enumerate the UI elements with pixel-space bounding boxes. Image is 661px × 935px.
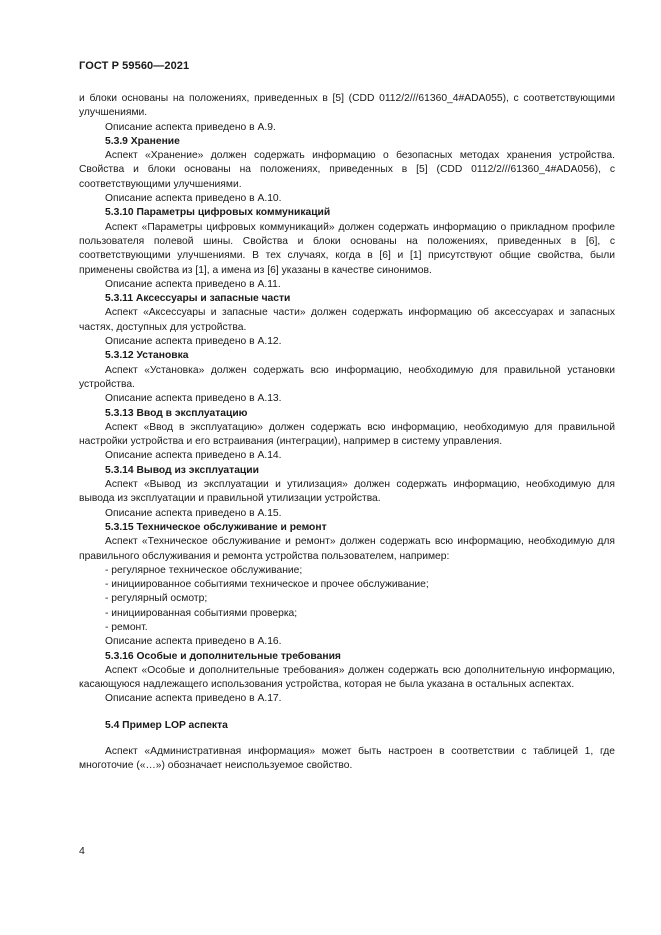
section-heading-5-3-16: 5.3.16 Особые и дополнительные требования bbox=[105, 650, 341, 662]
section-heading-5-3-13: 5.3.13 Ввод в эксплуатацию bbox=[105, 407, 248, 419]
paragraph: Аспект «Административная информация» может быть настроен в соответствии с таблицей 1, где многоточие («…») обозначает неиспользуемое свойство. bbox=[79, 746, 615, 772]
document-header: ГОСТ Р 59560—2021 bbox=[79, 60, 190, 72]
section-heading-5-3-15: 5.3.15 Техническое обслуживание и ремонт bbox=[105, 521, 327, 533]
paragraph: Описание аспекта приведено в А.12. bbox=[105, 336, 282, 348]
paragraph: Аспект «Особые и дополнительные требования» должен содержать всю дополнительную информацию, касающуюся надлежащего использования устройства, которая не была указана в остальных аспектах. bbox=[79, 664, 615, 691]
paragraph: Аспект «Вывод из эксплуатации и утилизация» должен содержать информацию, необходимую для вывода из эксплуатации и правильной утилизации устройства. bbox=[79, 479, 615, 505]
paragraph: Описание аспекта приведено в А.16. bbox=[105, 636, 282, 648]
paragraph: Описание аспекта приведено в А.10. bbox=[105, 193, 282, 205]
paragraph: Описание аспекта приведено в А.15. bbox=[105, 507, 282, 519]
paragraph: Аспект «Техническое обслуживание и ремонт» должен содержать всю информацию, необходимую для правильного обслуживания и ремонта устройства пользователем, например: bbox=[79, 536, 615, 562]
section-heading-5-3-11: 5.3.11 Аксессуары и запасные части bbox=[105, 293, 291, 305]
paragraph: Аспект «Ввод в эксплуатацию» должен содержать всю информацию, необходимую для правильной настройки устройства и его встраивания (интеграции), например в систему управления. bbox=[79, 421, 615, 448]
section-heading-5-4: 5.4 Пример LOP аспекта bbox=[105, 719, 228, 731]
paragraph: и блоки основаны на положениях, приведенных в [5] (CDD 0112/2///61360_4#ADA055), с соответствующими улучшениями. bbox=[79, 93, 615, 119]
paragraph: Аспект «Хранение» должен содержать информацию о безопасных методах хранения устройства. Свойства и блоки основаны на положениях, приведенных в [5] (CDD 0112/2///61360_4#ADA056), с соответствующими улучшениями. bbox=[79, 150, 615, 190]
list-item: - ремонт. bbox=[105, 621, 148, 633]
section-heading-5-3-9: 5.3.9 Хранение bbox=[105, 135, 180, 147]
list-item: - инициированная событиями проверка; bbox=[105, 607, 298, 619]
list-item: - регулярное техническое обслуживание; bbox=[105, 564, 303, 576]
section-heading-5-3-12: 5.3.12 Установка bbox=[105, 350, 189, 362]
paragraph: Аспект «Установка» должен содержать всю информацию, необходимую для правильной установки устройства. bbox=[79, 364, 615, 390]
list-item: - инициированное событиями техническое и прочее обслуживание; bbox=[105, 579, 429, 591]
document-body bbox=[79, 92, 615, 774]
section-heading-5-3-14: 5.3.14 Вывод из эксплуатации bbox=[105, 464, 259, 476]
paragraph: Аспект «Аксессуары и запасные части» должен содержать информацию об аксессуарах и запасных частях, доступных для устройства. bbox=[79, 307, 615, 333]
list-item: - регулярный осмотр; bbox=[105, 593, 208, 605]
paragraph: Описание аспекта приведено в А.13. bbox=[105, 393, 282, 405]
page-number: 4 bbox=[79, 845, 85, 857]
section-heading-5-3-10: 5.3.10 Параметры цифровых коммуникаций bbox=[105, 207, 331, 219]
paragraph: Описание аспекта приведено в А.14. bbox=[105, 450, 282, 462]
paragraph: Описание аспекта приведено в А.17. bbox=[105, 693, 282, 705]
paragraph: Описание аспекта приведено в А.9. bbox=[105, 121, 276, 133]
paragraph: Описание аспекта приведено в А.11. bbox=[105, 278, 281, 290]
paragraph: Аспект «Параметры цифровых коммуникаций» должен содержать информацию о прикладном профиле пользователя полевой шины. Свойства и блоки основаны на положениях, приведенных в [6], с соответствующими улучшениями. В тех случаях, когда в [6] и [1] присутствуют общие свойства, были применены свойства из [1], а имена из [6] указаны в качестве синонимов. bbox=[79, 221, 615, 276]
